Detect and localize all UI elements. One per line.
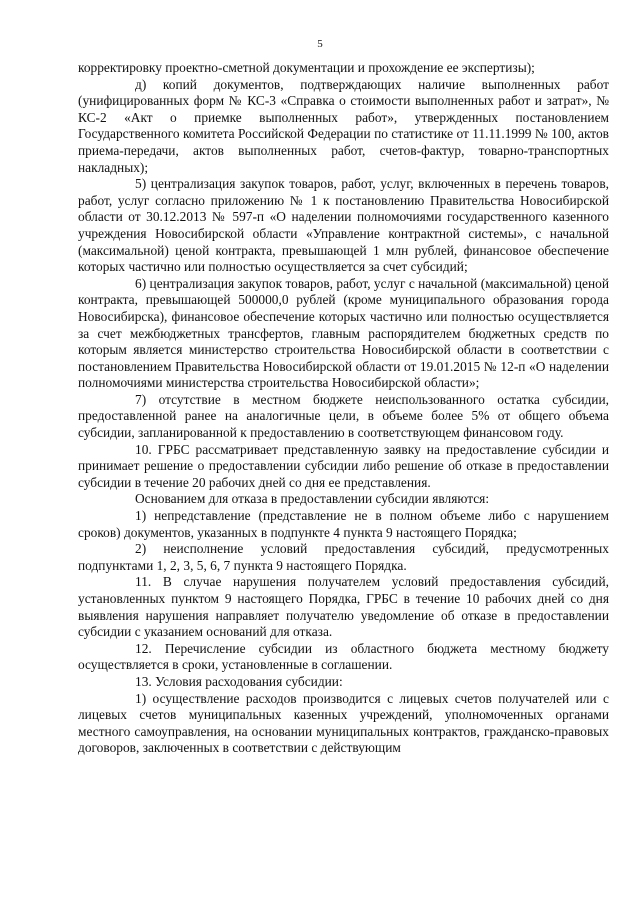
- document-body: [78, 60, 609, 757]
- paragraph: 10. ГРБС рассматривает представленную заявку на предоставление субсидии и принимает решение о предоставлении субсидии либо решение об отказе в предоставлении субсидии в течение 20 рабочих дней со дня ее представления.: [78, 441, 609, 490]
- paragraph: корректировку проектно-сметной документации и прохождение ее экспертизы);: [78, 60, 535, 75]
- paragraph: 12. Перечисление субсидии из областного бюджета местному бюджету осуществляется в сроки, установленные в соглашении.: [78, 640, 609, 673]
- paragraph: 11. В случае нарушения получателем условий предоставления субсидий, установленных пунктом 9 настоящего Порядка, ГРБС в течение 10 рабочих дней со дня выявления нарушения направляет получателю уведомление об отказе в предоставлении субсидии с указанием оснований для отказа.: [78, 574, 609, 640]
- paragraph: 1) непредставление (представление не в полном объеме либо с нарушением сроков) документов, указанных в подпункте 4 пункта 9 настоящего Порядка;: [78, 508, 609, 540]
- paragraph: 13. Условия расходования субсидии:: [135, 673, 343, 689]
- page-number: 5: [317, 38, 323, 50]
- paragraph: 6) централизация закупок товаров, работ, услуг с начальной (максимальной) ценой контракта, превышающей 500000,0 рублей (кроме муниципального образования города Новосибирска), финансовое обеспечение которых частично или полностью осуществляется за счет межбюджетных трансфертов, главным распорядителем бюджетных средств по которым является министерство строительства Новосибирской области в соответствии с постановлением Правительства Новосибирской области от 19.01.2015 № 12-п «О наделении полномочиями министерства строительства Новосибирской области»;: [78, 275, 609, 391]
- paragraph: Основанием для отказа в предоставлении субсидии являются:: [135, 491, 490, 507]
- paragraph: 7) отсутствие в местном бюджете неиспользованного остатка субсидии, предоставленной ранее на аналогичные цели, в объеме более 5% от общего объема субсидии, запланированной к предоставлению в соответствующем финансовом году.: [78, 391, 609, 441]
- paragraph: 1) осуществление расходов производится с лицевых счетов получателей или с лицевых счетов муниципальных казенных учреждений, уполномоченных органами местного самоуправления, на основании муниципальных контрактов, гражданско-правовых договоров, заключенных в соответствии с действующим: [78, 690, 609, 756]
- paragraph: д) копий документов, подтверждающих наличие выполненных работ (унифицированных форм № КС-3 «Справка о стоимости выполненных работ и затрат», № КС-2 «Акт о приемке выполненных работ», утвержденных постановлением Государственного комитета Российской Федерации по статистике от 11.11.1999 № 100, актов приема-передачи, актов выполненных работ, счетов-фактур, товарно-транспортных накладных);: [78, 76, 609, 175]
- paragraph: 2) неисполнение условий предоставления субсидий, предусмотренных подпунктами 1, 2, 3, 5, 6, 7 пункта 9 настоящего Порядка.: [78, 541, 609, 573]
- paragraph: 5) централизация закупок товаров, работ, услуг, включенных в перечень товаров, работ, услуг согласно приложению № 1 к постановлению Правительства Новосибирской области от 30.12.2013 № 597-п «О наделении полномочиями государственного казенного учреждения Новосибирской области «Управление контрактной системы», с начальной (максимальной) ценой контракта, превышающей 1 млн рублей, финансовое обеспечение которых частично или полностью осуществляется за счет субсидий;: [78, 176, 609, 275]
